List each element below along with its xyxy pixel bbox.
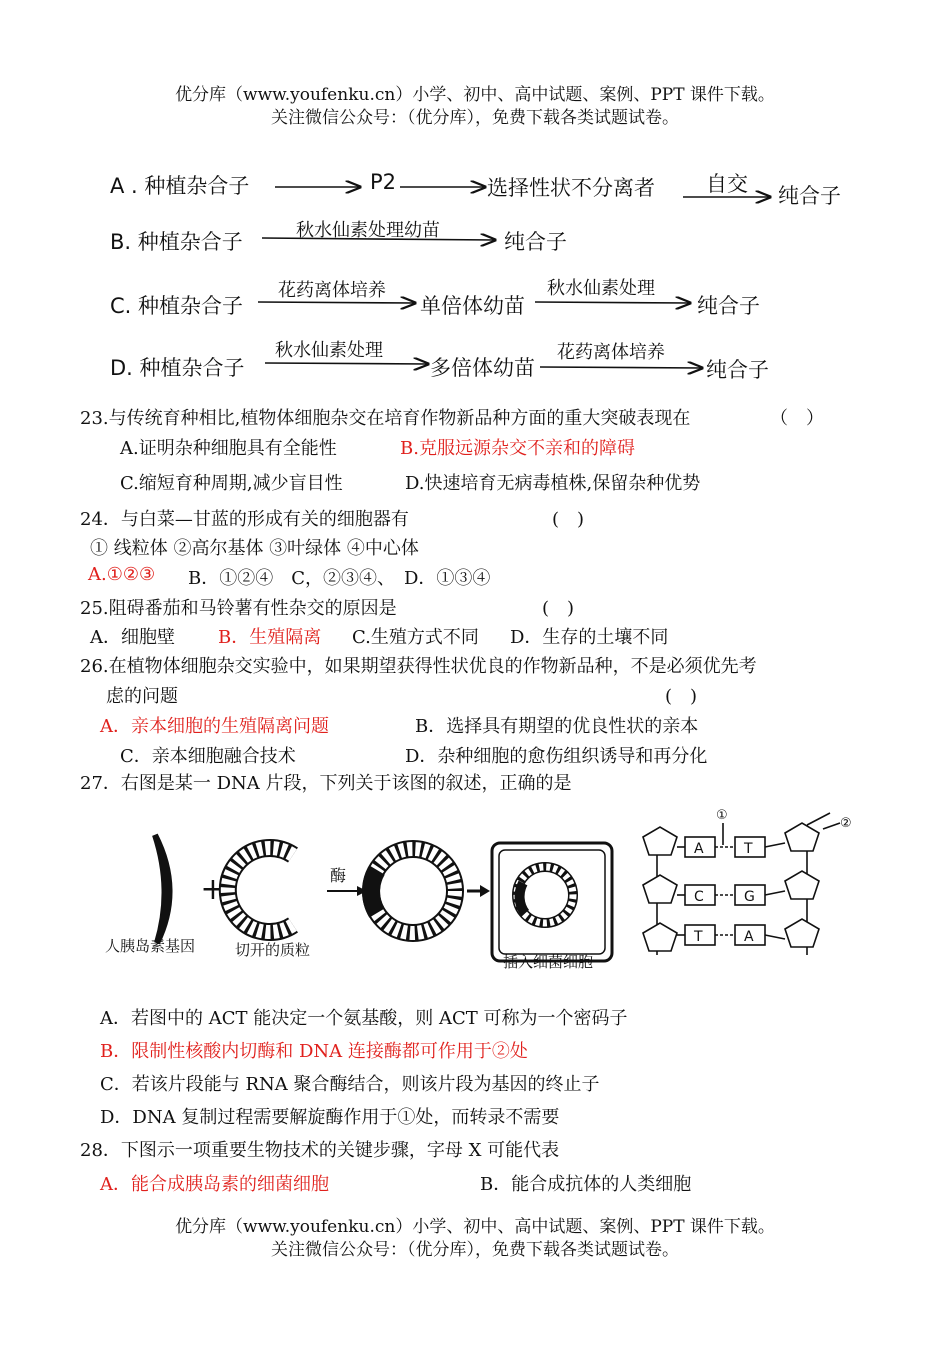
q28-stem: 28．下图示一项重要生物技术的关键步骤，字母 X 可能代表 (80, 1140, 560, 1161)
option-c-mid: 单倍体幼苗 (420, 294, 525, 318)
q26-stem: 26.在植物体细胞杂交实验中，如果期望获得性状优良的作物新品种，不是必须优先考 (80, 656, 757, 677)
arrow-d1 (265, 363, 428, 364)
q25-option-a: A．细胞壁 (90, 627, 175, 648)
q24-options-other: B．①②④ C，②③④、 D．①③④ (188, 568, 491, 589)
base-a1: A (694, 841, 704, 857)
gene-cloning-figure (95, 795, 855, 980)
q24-stem: 24．与白菜—甘蓝的形成有关的细胞器有 (80, 509, 409, 530)
q23-option-a: A.证明杂种细胞具有全能性 (120, 438, 337, 459)
base-c: C (694, 889, 704, 905)
marker-2: ② (840, 816, 852, 831)
gene-label: 人胰岛素基因 (105, 937, 196, 955)
option-b-arrow-label: 秋水仙素处理幼苗 (296, 220, 440, 241)
q26-option-a: A．亲本细胞的生殖隔离问题 (100, 716, 329, 737)
option-b-label: B. 种植杂合子 (110, 230, 243, 254)
arrow-d2 (540, 367, 702, 368)
option-d-result: 纯合子 (706, 358, 769, 382)
q27-option-a: A．若图中的 ACT 能决定一个氨基酸，则 ACT 可称为一个密码子 (100, 1008, 628, 1029)
q24-paren: ( ) (552, 509, 585, 530)
q27-stem: 27．右图是某一 DNA 片段，下列关于该图的叙述，正确的是 (80, 773, 572, 794)
bacterial-cell-icon (492, 843, 612, 961)
option-a-arrow-label: 自交 (706, 172, 748, 196)
option-a-step2: 选择性状不分离者 (487, 176, 655, 200)
option-d-arrow1-label: 秋水仙素处理 (275, 340, 383, 361)
option-c-arrow1-label: 花药离体培养 (278, 280, 386, 301)
option-b-result: 纯合子 (504, 230, 567, 254)
enzyme-label: 酶 (330, 866, 347, 885)
page-header-line2: 关注微信公众号：（优分库），免费下载各类试题试卷。 (271, 108, 679, 128)
q23-option-d: D.快速培育无病毒植株,保留杂种优势 (405, 473, 701, 494)
page-footer-line1: 优分库（www.youfenku.cn）小学、初中、高中试题、案例、PPT 课件下载。 (175, 1217, 775, 1237)
q23-option-b: B.克服远源杂交不亲和的障碍 (400, 438, 635, 459)
q27-option-b: B．限制性核酸内切酶和 DNA 连接酶都可作用于②处 (100, 1041, 528, 1062)
option-d-arrow2-label: 花药离体培养 (557, 342, 665, 363)
q26-option-b: B．选择具有期望的优良性状的亲本 (415, 716, 699, 737)
marker-1: ① (716, 808, 728, 823)
q23-paren: （ ） (770, 408, 824, 429)
q28-option-a: A．能合成胰岛素的细菌细胞 (100, 1174, 329, 1195)
arrow-c1 (258, 302, 415, 303)
q27-option-c: C．若该片段能与 RNA 聚合酶结合，则该片段为基因的终止子 (100, 1074, 600, 1095)
q26-option-d: D．杂种细胞的愈伤组织诱导和再分化 (405, 746, 708, 767)
q25-stem: 25.阻碍番茄和马铃薯有性杂交的原因是 (80, 598, 397, 619)
arrow-c2 (535, 302, 690, 303)
q23-option-c: C.缩短育种周期,减少盲目性 (120, 473, 343, 494)
q24-option-a: A.①②③ (88, 564, 156, 585)
q26-paren: ( ) (665, 686, 698, 707)
q25-option-c: C.生殖方式不同 (352, 627, 479, 648)
q25-option-b: B．生殖隔离 (218, 627, 322, 648)
page-footer-line2: 关注微信公众号：（优分库），免费下载各类试题试卷。 (271, 1240, 679, 1260)
option-c-result: 纯合子 (697, 294, 760, 318)
option-d-mid: 多倍体幼苗 (430, 356, 535, 380)
plasmid-label: 切开的质粒 (235, 941, 311, 959)
base-a2: A (744, 929, 754, 945)
base-t2: T (694, 929, 703, 945)
q28-option-b: B．能合成抗体的人类细胞 (480, 1174, 692, 1195)
q24-items: ① 线粒体 ②高尔基体 ③叶绿体 ④中心体 (90, 538, 419, 559)
option-c-arrow2-label: 秋水仙素处理 (547, 278, 655, 299)
base-t1: T (744, 841, 753, 857)
q27-option-d: D．DNA 复制过程需要解旋酶作用于①处，而转录不需要 (100, 1107, 560, 1128)
q26-option-c: C．亲本细胞融合技术 (120, 746, 296, 767)
option-d-label: D. 种植杂合子 (110, 356, 245, 380)
option-a-label: A . 种植杂合子 (110, 174, 250, 198)
q23-stem: 23.与传统育种相比,植物体细胞杂交在培育作物新品种方面的重大突破表现在 (80, 408, 691, 429)
option-a-result: 纯合子 (778, 184, 841, 208)
bacteria-label: 插入细菌细胞 (503, 953, 594, 971)
page-header-line1: 优分库（www.youfenku.cn）小学、初中、高中试题、案例、PPT 课件下载。 (175, 85, 775, 105)
option-c-label: C. 种植杂合子 (110, 294, 244, 318)
base-g: G (744, 889, 755, 905)
q25-option-d: D．生存的土壤不同 (510, 627, 669, 648)
plus-sign: + (200, 872, 226, 907)
option-a-step1: P2 (370, 170, 397, 194)
q25-paren: ( ) (542, 598, 575, 619)
q26-stem-cont: 虑的问题 (106, 686, 178, 707)
